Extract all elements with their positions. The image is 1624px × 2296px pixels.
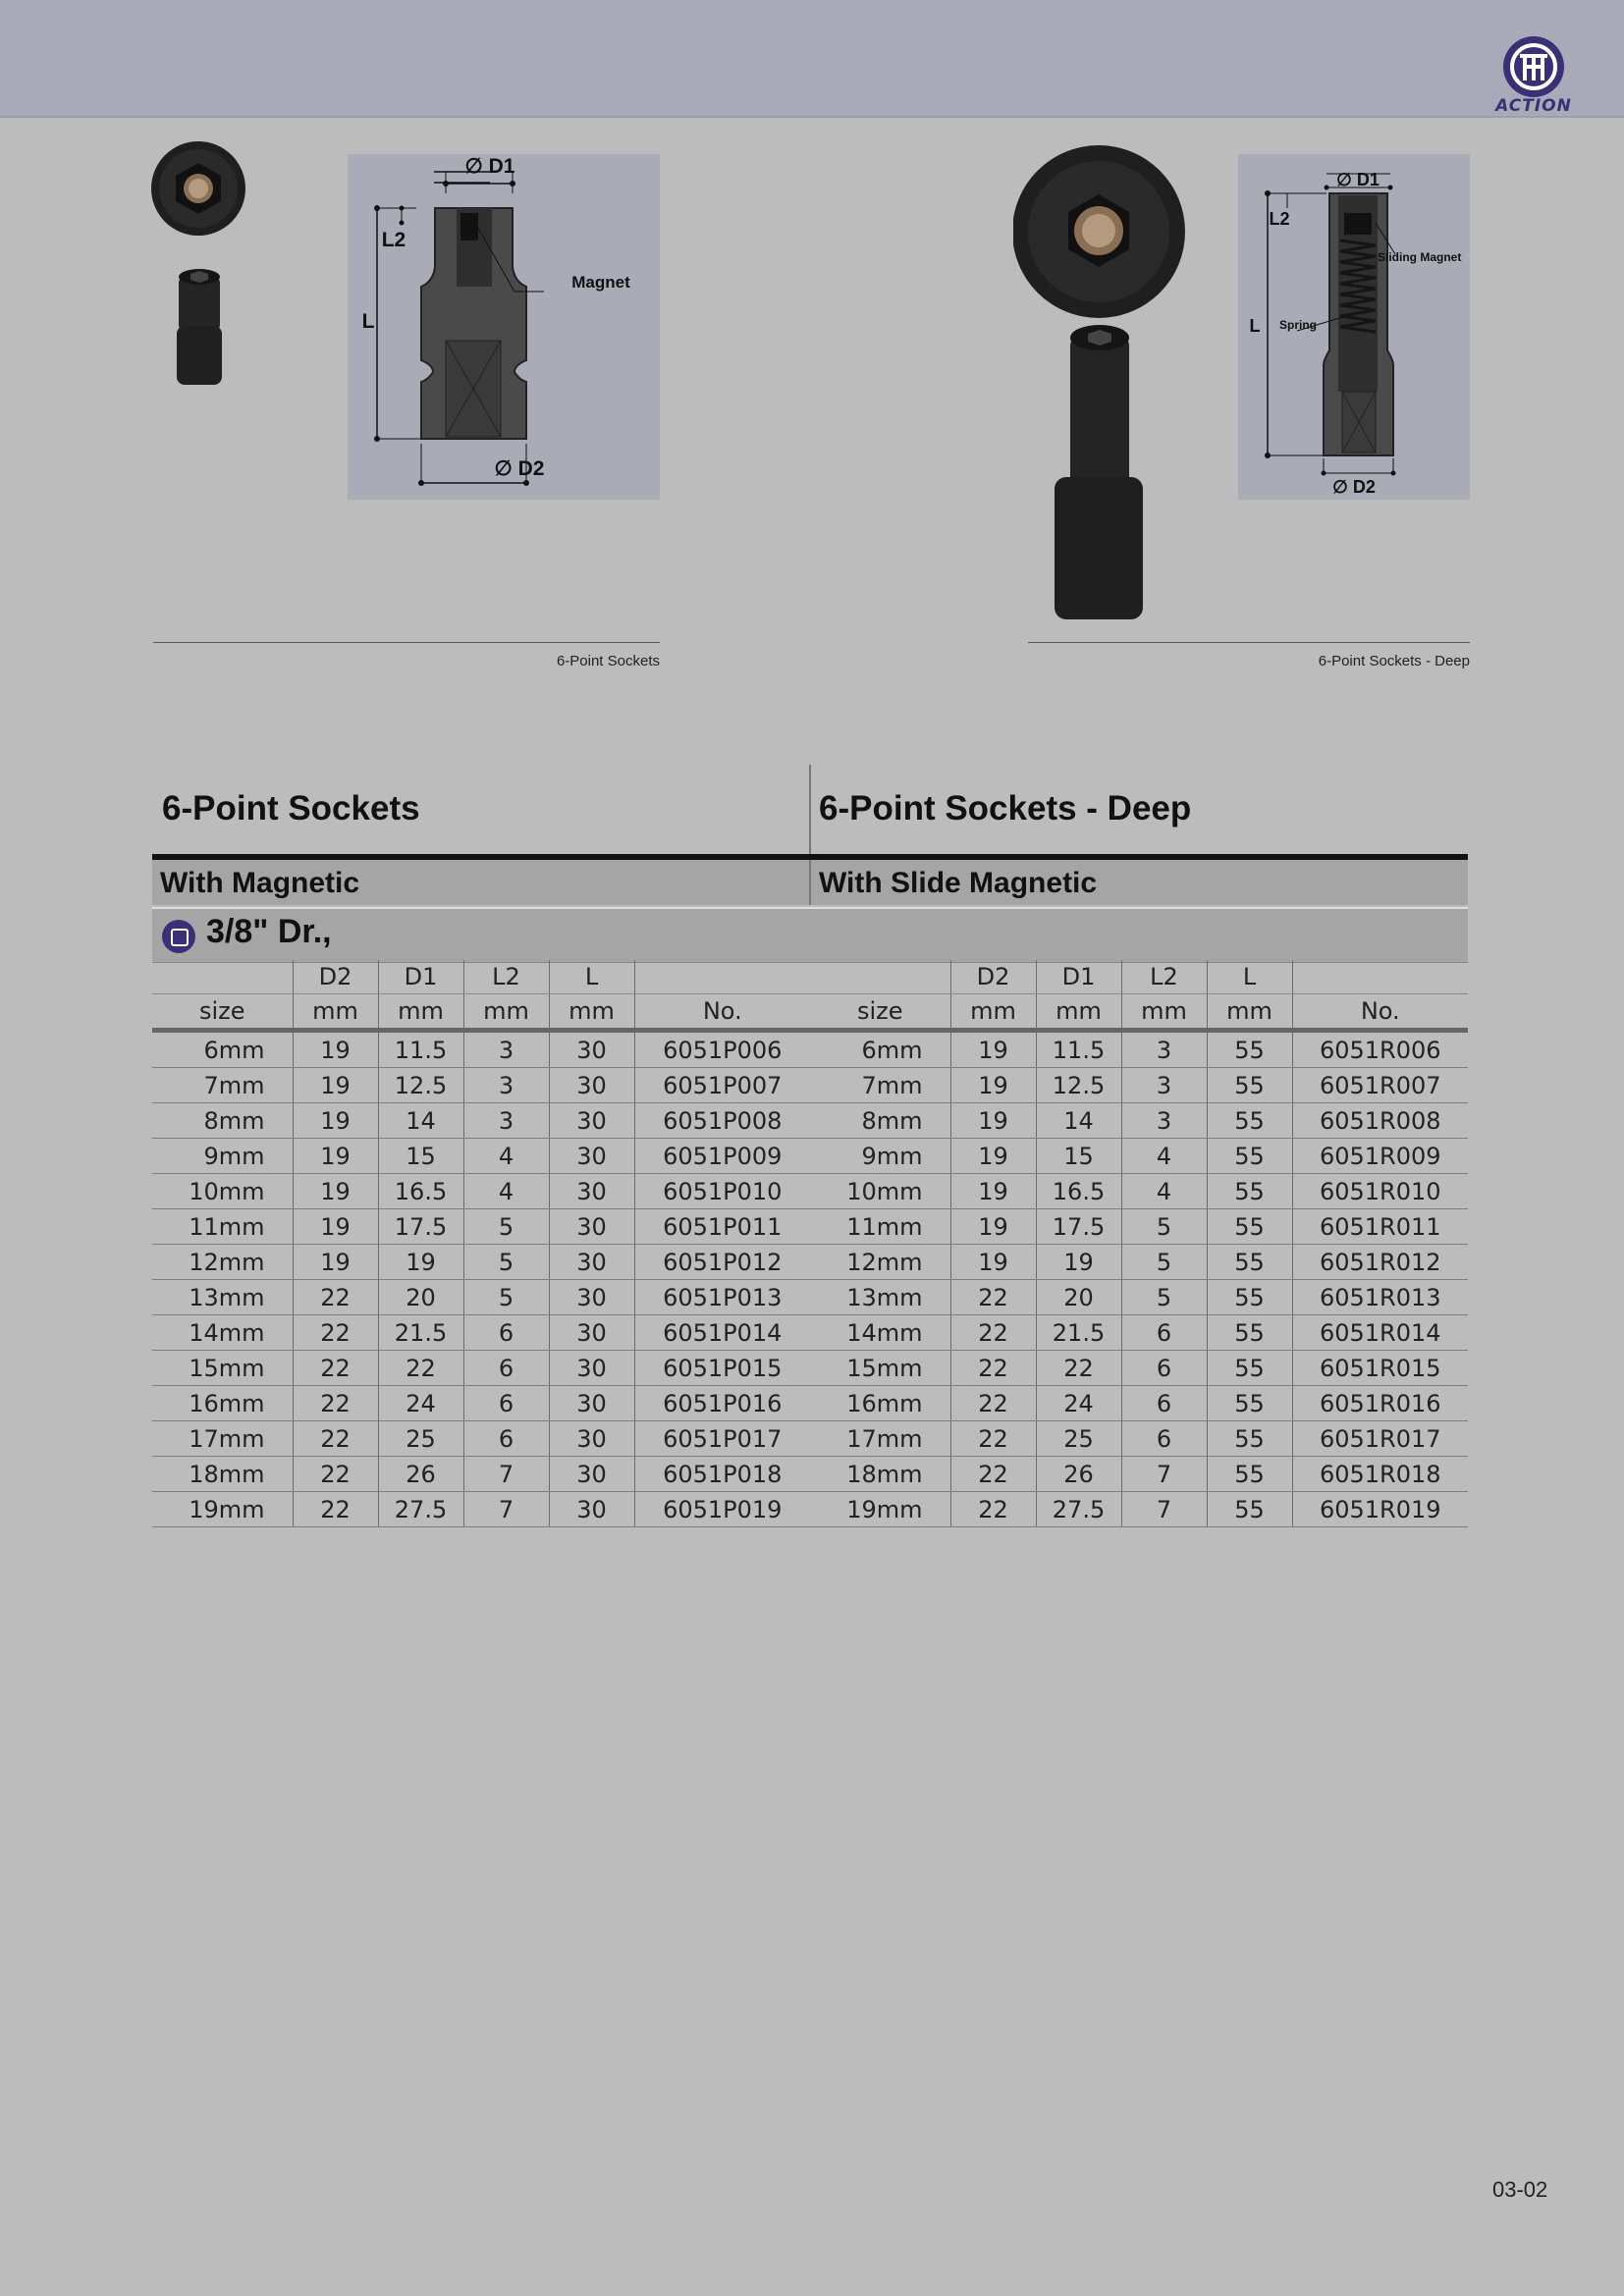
table-cell: No. (1292, 994, 1468, 1031)
table-row (152, 1315, 810, 1351)
table-cell: 55 (1207, 1209, 1292, 1245)
table-cell: 30 (549, 1209, 634, 1245)
table-cell: 21.5 (378, 1315, 463, 1351)
table-cell: 5 (463, 1209, 549, 1245)
table-cell: mm (1207, 994, 1292, 1031)
table-cell: mm (293, 994, 378, 1031)
table-row (152, 1031, 810, 1068)
table-cell: 6051R017 (1292, 1421, 1468, 1457)
table-cell: 26 (378, 1457, 463, 1492)
table-cell: 55 (1207, 1103, 1292, 1139)
caption-rule-left (153, 642, 660, 643)
table-cell: 6 (463, 1351, 549, 1386)
table-cell: 55 (1207, 1139, 1292, 1174)
table-cell: 6051R016 (1292, 1386, 1468, 1421)
table-cell: 12.5 (1036, 1068, 1121, 1103)
table-cell: 18mm (810, 1457, 950, 1492)
table-cell: 21.5 (1036, 1315, 1121, 1351)
table-cell: 6051R018 (1292, 1457, 1468, 1492)
table-row (810, 1031, 1468, 1068)
table-cell: 25 (378, 1421, 463, 1457)
table-header-row (810, 960, 1468, 994)
label-magnet: Magnet (571, 273, 630, 292)
table-cell: 12mm (152, 1245, 293, 1280)
table-cell: 55 (1207, 1386, 1292, 1421)
table-cell: 6051P009 (634, 1139, 810, 1174)
table-cell: L2 (1121, 960, 1207, 994)
table-cell: 19 (950, 1245, 1036, 1280)
table-cell: 16mm (810, 1386, 950, 1421)
label-l-deep: L (1249, 316, 1261, 336)
table-cell: 55 (1207, 1492, 1292, 1527)
table-cell: 17mm (152, 1421, 293, 1457)
table-row (810, 1386, 1468, 1421)
label-d1: ∅ D1 (464, 155, 515, 178)
table-row (152, 1386, 810, 1421)
table-cell: 8mm (152, 1103, 293, 1139)
table-cell: 4 (463, 1139, 549, 1174)
table-row (810, 1492, 1468, 1527)
table-cell: 19 (950, 1174, 1036, 1209)
table-cell: mm (1036, 994, 1121, 1031)
table-cell: 3 (1121, 1068, 1207, 1103)
table-cell: 19 (293, 1068, 378, 1103)
table-cell: 6051P006 (634, 1031, 810, 1068)
table-cell: 9mm (810, 1139, 950, 1174)
table-cell: 6051P017 (634, 1421, 810, 1457)
table-row (152, 1068, 810, 1103)
table-cell: 6 (1121, 1315, 1207, 1351)
table-cell: 55 (1207, 1351, 1292, 1386)
table-cell: 14 (1036, 1103, 1121, 1139)
socket-photo-right (1013, 143, 1190, 624)
table-cell: mm (1121, 994, 1207, 1031)
table-row (810, 1103, 1468, 1139)
table-cell: No. (634, 994, 810, 1031)
table-cell: 30 (549, 1457, 634, 1492)
table-cell: 55 (1207, 1245, 1292, 1280)
square-drive-icon (162, 920, 195, 953)
table-cell: 7 (1121, 1492, 1207, 1527)
socket-diagram-standard (348, 154, 660, 500)
table-cell: 19mm (810, 1492, 950, 1527)
table-cell: 6051R007 (1292, 1068, 1468, 1103)
table-cell: 26 (1036, 1457, 1121, 1492)
table-row (810, 1209, 1468, 1245)
table-cell: L2 (463, 960, 549, 994)
table-cell: 3 (463, 1031, 549, 1068)
table-cell: 19 (950, 1209, 1036, 1245)
table-row (152, 1245, 810, 1280)
table-cell (810, 960, 950, 994)
table-cell: 6051R014 (1292, 1315, 1468, 1351)
table-row (152, 1174, 810, 1209)
table-cell: D2 (293, 960, 378, 994)
table-cell: 6051P016 (634, 1386, 810, 1421)
table-cell: 6 (463, 1315, 549, 1351)
table-cell: 22 (1036, 1351, 1121, 1386)
table-cell: 6051P011 (634, 1209, 810, 1245)
table-cell: 14mm (152, 1315, 293, 1351)
table-cell: mm (549, 994, 634, 1031)
table-cell: 12mm (810, 1245, 950, 1280)
table-cell: 17.5 (378, 1209, 463, 1245)
logo-text: ACTION (1495, 96, 1572, 116)
table-cell: 15mm (810, 1351, 950, 1386)
table-cell: 4 (1121, 1139, 1207, 1174)
table-cell: 6 (463, 1421, 549, 1457)
table-cell: 13mm (152, 1280, 293, 1315)
table-cell: 6 (1121, 1421, 1207, 1457)
table-cell: 22 (293, 1492, 378, 1527)
figure-caption-left: 6-Point Sockets (556, 653, 660, 669)
table-cell: 22 (293, 1457, 378, 1492)
table-row (810, 1245, 1468, 1280)
table-row (152, 1103, 810, 1139)
table-cell: 6 (1121, 1386, 1207, 1421)
table-cell: 6051P018 (634, 1457, 810, 1492)
table-cell: 27.5 (378, 1492, 463, 1527)
socket-photo-left (149, 139, 247, 395)
table-cell: 30 (549, 1492, 634, 1527)
table-header-row (152, 994, 810, 1031)
table-cell: 30 (549, 1280, 634, 1315)
table-cell: 7mm (810, 1068, 950, 1103)
table-cell: 19 (293, 1174, 378, 1209)
table-cell: 11.5 (1036, 1031, 1121, 1068)
table-cell: 14mm (810, 1315, 950, 1351)
table-cell: 25 (1036, 1421, 1121, 1457)
table-cell: 4 (1121, 1174, 1207, 1209)
label-d2: ∅ D2 (494, 457, 545, 480)
table-cell: 22 (293, 1421, 378, 1457)
page-number: 03-02 (1492, 2177, 1548, 2202)
table-cell: 22 (950, 1315, 1036, 1351)
table-cell: 11mm (810, 1209, 950, 1245)
table-cell: 20 (1036, 1280, 1121, 1315)
table-cell: 30 (549, 1386, 634, 1421)
table-cell: 55 (1207, 1315, 1292, 1351)
table-cell: 4 (463, 1174, 549, 1209)
table-cell: 3 (1121, 1031, 1207, 1068)
table-cell: 30 (549, 1421, 634, 1457)
drive-size-bar (152, 907, 1468, 963)
table-cell: 22 (950, 1351, 1036, 1386)
table-cell: 30 (549, 1245, 634, 1280)
table-cell: 19 (950, 1139, 1036, 1174)
table-row (810, 1351, 1468, 1386)
table-cell: 55 (1207, 1174, 1292, 1209)
table-cell: 19 (950, 1068, 1036, 1103)
table-cell: 5 (1121, 1280, 1207, 1315)
table-cell: 6051P019 (634, 1492, 810, 1527)
table-cell: 55 (1207, 1068, 1292, 1103)
table-cell: 55 (1207, 1421, 1292, 1457)
table-row (810, 1174, 1468, 1209)
table-cell: mm (378, 994, 463, 1031)
table-cell: 19 (950, 1103, 1036, 1139)
table-cell: mm (463, 994, 549, 1031)
table-cell: 6mm (152, 1031, 293, 1068)
diagram-box-standard (348, 154, 660, 500)
table-cell: 6051R015 (1292, 1351, 1468, 1386)
table-cell: 6 (1121, 1351, 1207, 1386)
spec-table-left (152, 960, 810, 1527)
table-cell: 19 (293, 1103, 378, 1139)
table-cell: 18mm (152, 1457, 293, 1492)
table-cell: mm (950, 994, 1036, 1031)
table-cell: D1 (378, 960, 463, 994)
table-cell: 30 (549, 1174, 634, 1209)
table-cell: 30 (549, 1031, 634, 1068)
table-cell: 6051R019 (1292, 1492, 1468, 1527)
table-header-row (152, 960, 810, 994)
table-cell: 5 (1121, 1245, 1207, 1280)
table-cell: 19 (1036, 1245, 1121, 1280)
table-cell: 7 (463, 1492, 549, 1527)
table-cell: 17mm (810, 1421, 950, 1457)
table-cell: 15 (1036, 1139, 1121, 1174)
subtitle-right: With Slide Magnetic (811, 860, 1468, 905)
label-l: L (361, 310, 375, 333)
table-cell: 22 (293, 1315, 378, 1351)
table-row (152, 1280, 810, 1315)
table-cell: 27.5 (1036, 1492, 1121, 1527)
table-cell: 20 (378, 1280, 463, 1315)
table-cell: 30 (549, 1103, 634, 1139)
figure-caption-right: 6-Point Sockets - Deep (1318, 653, 1470, 669)
table-cell: 16.5 (378, 1174, 463, 1209)
table-cell: 3 (463, 1103, 549, 1139)
table-cell: 14 (378, 1103, 463, 1139)
section-title-left: 6-Point Sockets (162, 789, 420, 828)
table-cell: 6051R012 (1292, 1245, 1468, 1280)
table-cell: 6051R008 (1292, 1103, 1468, 1139)
label-l2-deep: L2 (1269, 209, 1290, 229)
table-cell: 19 (950, 1031, 1036, 1068)
table-cell: 22 (950, 1280, 1036, 1315)
table-cell: 6051R013 (1292, 1280, 1468, 1315)
table-cell: 6051P015 (634, 1351, 810, 1386)
label-l2: L2 (381, 229, 406, 251)
table-cell: 5 (463, 1245, 549, 1280)
table-cell: size (152, 994, 293, 1031)
table-cell: 6051R009 (1292, 1139, 1468, 1174)
table-cell: 3 (1121, 1103, 1207, 1139)
table-cell: L (1207, 960, 1292, 994)
table-cell: 6051P013 (634, 1280, 810, 1315)
table-cell: 19mm (152, 1492, 293, 1527)
table-cell: 6 (463, 1386, 549, 1421)
table-cell: 6051P010 (634, 1174, 810, 1209)
table-row (810, 1139, 1468, 1174)
table-cell: 15 (378, 1139, 463, 1174)
table-cell: 22 (950, 1492, 1036, 1527)
table-row (152, 1209, 810, 1245)
table-row (152, 1139, 810, 1174)
table-cell: 22 (378, 1351, 463, 1386)
table-row (810, 1457, 1468, 1492)
table-cell: 6051P014 (634, 1315, 810, 1351)
table-cell: 6051R011 (1292, 1209, 1468, 1245)
table-cell: 22 (950, 1386, 1036, 1421)
table-row (810, 1421, 1468, 1457)
caption-rule-right (1028, 642, 1470, 643)
table-cell: 10mm (152, 1174, 293, 1209)
table-cell: 24 (378, 1386, 463, 1421)
table-cell: 55 (1207, 1457, 1292, 1492)
table-cell: 13mm (810, 1280, 950, 1315)
table-cell: 24 (1036, 1386, 1121, 1421)
label-d2-deep: ∅ D2 (1332, 477, 1376, 497)
table-cell: 30 (549, 1068, 634, 1103)
table-cell: 15mm (152, 1351, 293, 1386)
header-bar (0, 0, 1624, 118)
table-cell: 12.5 (378, 1068, 463, 1103)
table-row (810, 1068, 1468, 1103)
table-cell: 6051R006 (1292, 1031, 1468, 1068)
label-spring: Spring (1279, 318, 1317, 332)
drive-size-label: 3/8" Dr., (206, 913, 332, 950)
table-cell: 5 (463, 1280, 549, 1315)
table-cell: size (810, 994, 950, 1031)
table-cell: 30 (549, 1315, 634, 1351)
section-title-right: 6-Point Sockets - Deep (819, 789, 1192, 828)
table-cell: 6051P008 (634, 1103, 810, 1139)
table-cell (1292, 960, 1468, 994)
table-cell: 7mm (152, 1068, 293, 1103)
table-row (152, 1351, 810, 1386)
table-cell: 19 (293, 1031, 378, 1068)
table-cell: D1 (1036, 960, 1121, 994)
socket-diagram-deep (1238, 154, 1470, 500)
table-cell (634, 960, 810, 994)
table-cell: L (549, 960, 634, 994)
table-row (152, 1457, 810, 1492)
label-d1-deep: ∅ D1 (1336, 170, 1380, 189)
table-cell: 55 (1207, 1280, 1292, 1315)
table-cell: D2 (950, 960, 1036, 994)
table-cell: 22 (950, 1457, 1036, 1492)
table-cell: 19 (378, 1245, 463, 1280)
table-cell: 22 (293, 1351, 378, 1386)
table-cell: 30 (549, 1139, 634, 1174)
table-cell: 19 (293, 1209, 378, 1245)
table-cell: 11.5 (378, 1031, 463, 1068)
table-cell: 6mm (810, 1031, 950, 1068)
table-cell: 16mm (152, 1386, 293, 1421)
table-cell: 55 (1207, 1031, 1292, 1068)
table-cell: 7 (463, 1457, 549, 1492)
diagram-box-deep (1238, 154, 1470, 500)
table-cell: 5 (1121, 1209, 1207, 1245)
table-cell: 6051P007 (634, 1068, 810, 1103)
table-cell: 22 (293, 1280, 378, 1315)
table-cell: 10mm (810, 1174, 950, 1209)
table-cell: 7 (1121, 1457, 1207, 1492)
table-cell: 19 (293, 1245, 378, 1280)
table-row (810, 1315, 1468, 1351)
table-cell: 16.5 (1036, 1174, 1121, 1209)
table-header-row (810, 994, 1468, 1031)
subtitle-left: With Magnetic (152, 860, 809, 905)
table-row (152, 1492, 810, 1527)
table-cell: 30 (549, 1351, 634, 1386)
table-cell: 22 (293, 1386, 378, 1421)
table-cell: 6051P012 (634, 1245, 810, 1280)
spec-table-right (810, 960, 1468, 1527)
table-cell (152, 960, 293, 994)
label-sliding-magnet: Sliding Magnet (1378, 250, 1462, 264)
table-cell: 6051R010 (1292, 1174, 1468, 1209)
table-cell: 22 (950, 1421, 1036, 1457)
table-cell: 19 (293, 1139, 378, 1174)
table-row (152, 1421, 810, 1457)
table-row (810, 1280, 1468, 1315)
table-cell: 17.5 (1036, 1209, 1121, 1245)
table-cell: 11mm (152, 1209, 293, 1245)
table-cell: 8mm (810, 1103, 950, 1139)
table-cell: 9mm (152, 1139, 293, 1174)
table-cell: 3 (463, 1068, 549, 1103)
